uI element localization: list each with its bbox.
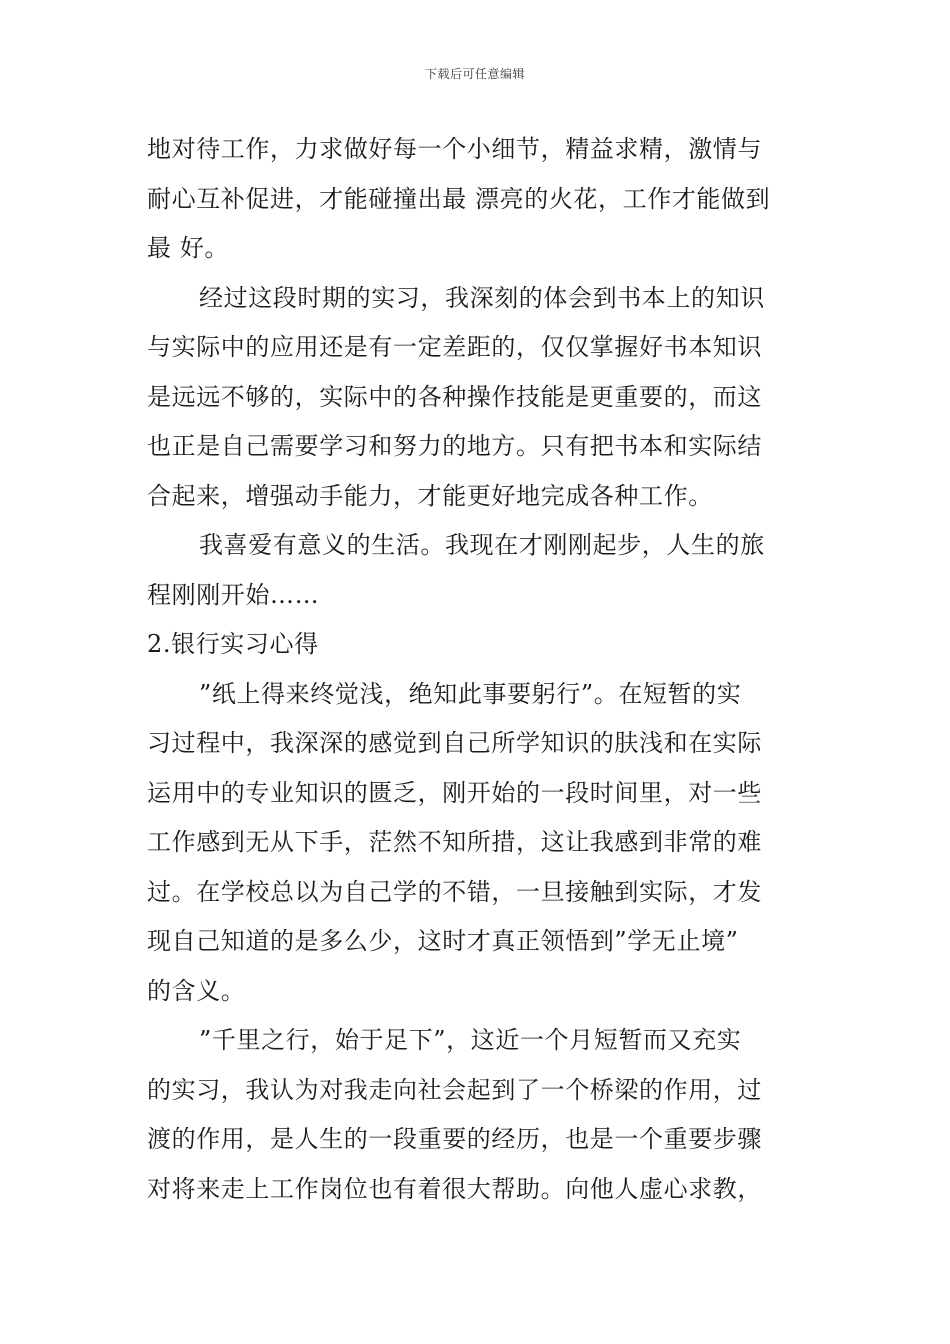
text-line: 习过程中，我深深的感觉到自己所学知识的肤浅和在实际	[147, 729, 762, 757]
document-body	[147, 125, 807, 1214]
text-line: 运用中的专业知识的匮乏，刚开始的一段时间里，对一些	[147, 778, 762, 807]
text-line: ”纸上得来终觉浅，绝知此事要躬行”。在短暂的实	[199, 679, 742, 708]
text-line: 合起来，增强动手能力，才能更好地完成各种工作。	[147, 481, 713, 510]
text-line: ”千里之行，始于足下”，这近一个月短暂而又充实	[199, 1026, 742, 1054]
text-line: 也正是自己需要学习和努力的地方。只有把书本和实际结	[147, 432, 762, 460]
text-line: 我喜爱有意义的生活。我现在才刚刚起步，人生的旅	[199, 531, 765, 559]
page-header: 下载后可任意编辑	[424, 67, 525, 81]
text-line: 耐心互补促进，才能碰撞出最 漂亮的火花，工作才能做到	[147, 184, 771, 213]
text-line: 是远远不够的，实际中的各种操作技能是更重要的，而这	[147, 382, 762, 411]
section-heading: 2.银行实习心得	[147, 630, 319, 658]
text-line: 的含义。	[147, 976, 246, 1005]
text-line: 最 好。	[147, 234, 230, 262]
text-line: 程刚刚开始……	[147, 580, 320, 609]
text-line: 与实际中的应用还是有一定差距的，仅仅掌握好书本知识	[147, 333, 762, 361]
text-line: 的实习，我认为对我走向社会起到了一个桥梁的作用，过	[147, 1075, 762, 1104]
text-line: 地对待工作，力求做好每一个小细节，精益求精，激情与	[147, 135, 762, 163]
text-line: 经过这段时期的实习，我深刻的体会到书本上的知识	[199, 283, 765, 312]
text-line: 现自己知道的是多么少，这时才真正领悟到”学无止境”	[147, 927, 739, 955]
text-line: 过。在学校总以为自己学的不错，一旦接触到实际，才发	[147, 877, 762, 906]
text-line: 对将来走上工作岗位也有着很大帮助。向他人虚心求教，	[147, 1174, 762, 1203]
text-line: 工作感到无从下手，茫然不知所措，这让我感到非常的难	[147, 828, 762, 856]
text-line: 渡的作用，是人生的一段重要的经历，也是一个重要步骤	[147, 1125, 762, 1153]
